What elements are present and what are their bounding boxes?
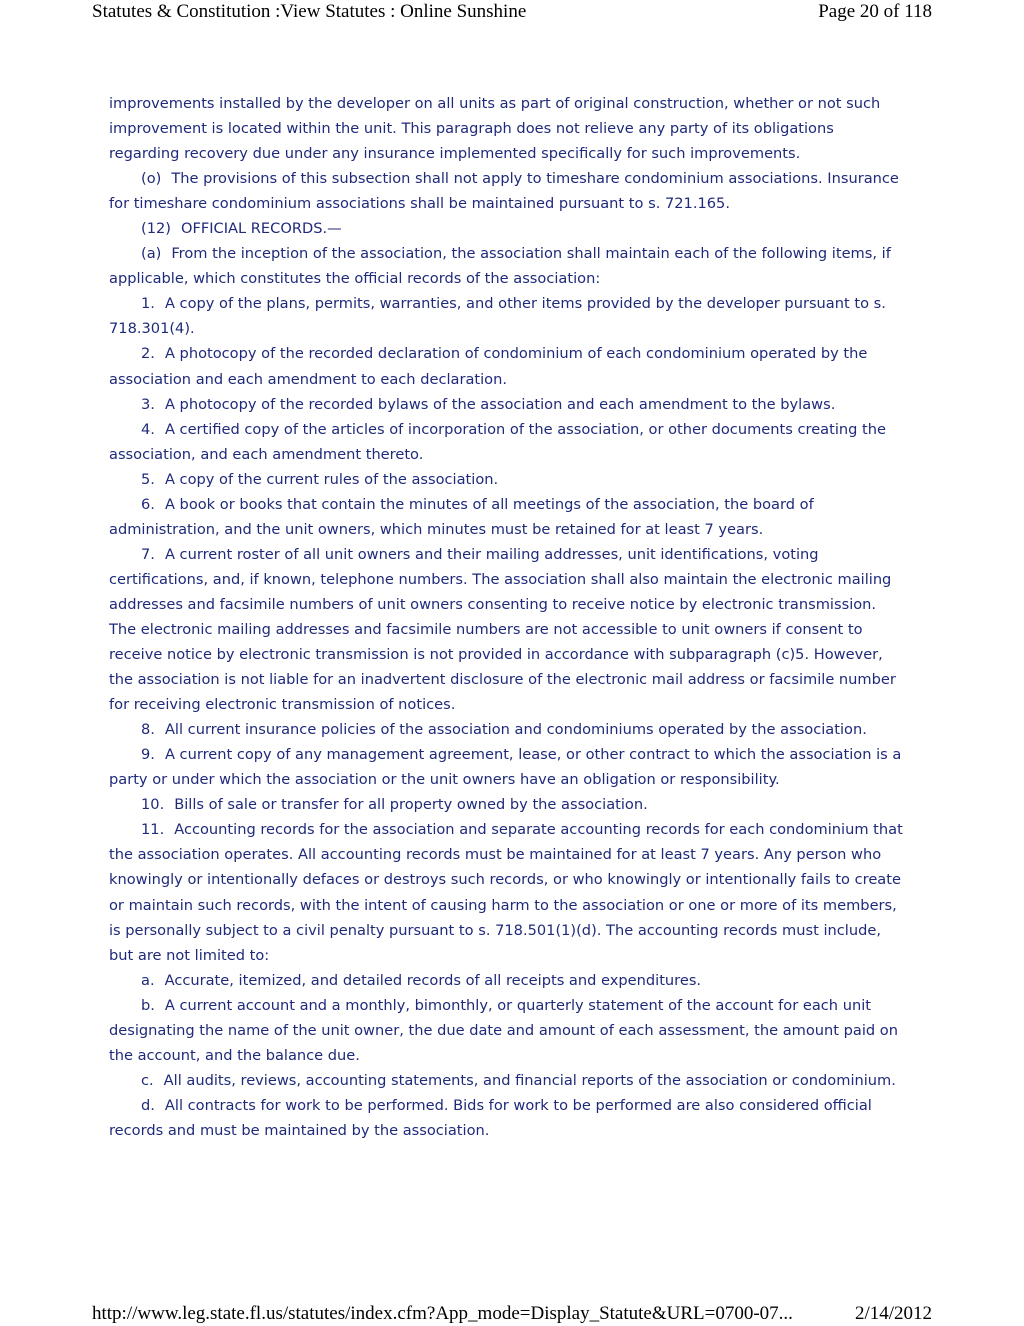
section-heading: OFFICIAL RECORDS.— xyxy=(180,220,342,238)
page-number: Page 20 of 118 xyxy=(818,1,932,22)
statute-paragraph xyxy=(109,241,905,291)
paragraph-number: 7. xyxy=(141,545,155,563)
paragraph-text: All current insurance policies of the association and condominiums operated by the association. xyxy=(164,721,867,739)
paragraph-text: Bills of sale or transfer for all property owned by the association. xyxy=(174,796,648,814)
statute-paragraph xyxy=(109,742,905,792)
statute-paragraph xyxy=(109,817,905,967)
paragraph-number: 1. xyxy=(141,295,155,313)
paragraph-number: d. xyxy=(141,1096,155,1114)
statute-paragraph xyxy=(109,993,905,1068)
statute-paragraph xyxy=(109,717,905,742)
paragraph-text: A certified copy of the articles of incorporation of the association, or other documents creating the association, and each amendment thereto. xyxy=(109,420,886,463)
paragraph-text: A current roster of all unit owners and their mailing addresses, unit identifications, voting certifications, and, if known, telephone numbers. The association shall also maintain the electronic mailing addresses and facsimile numbers of unit owners consenting to receive notice by electronic transmission. The electronic mailing addresses and facsimile numbers are not accessible to unit owners if consent to receive notice by electronic transmission is not provided in accordance with subparagraph (c)5. However, the association is not liable for an inadvertent disclosure of the electronic mail address or facsimile number for receiving electronic transmission of notices. xyxy=(109,545,896,714)
statute-paragraph xyxy=(109,1093,905,1143)
paragraph-number: a. xyxy=(141,971,155,989)
paragraph-number: 9. xyxy=(141,746,155,764)
paragraph-number: b. xyxy=(141,996,155,1014)
statute-paragraph xyxy=(109,417,905,467)
paragraph-text: All audits, reviews, accounting statements, and financial reports of the association or condominium. xyxy=(163,1071,896,1089)
statute-paragraph xyxy=(109,392,905,417)
paragraph-number: 10. xyxy=(141,796,165,814)
statute-paragraph xyxy=(109,467,905,492)
statute-body xyxy=(109,91,905,1143)
paragraph-text: All contracts for work to be performed. Bids for work to be performed are also considered official records and must be maintained by the association. xyxy=(109,1096,872,1139)
paragraph-text: A book or books that contain the minutes of all meetings of the association, the board of administration, and the unit owners, which minutes must be retained for at least 7 years. xyxy=(109,495,814,538)
paragraph-text: A copy of the plans, permits, warranties, and other items provided by the developer pursuant to s. 718.301(4). xyxy=(109,295,886,338)
paragraph-number: 6. xyxy=(141,495,155,513)
statute-paragraph xyxy=(109,91,905,166)
paragraph-text: A current account and a monthly, bimonthly, or quarterly statement of the account for each unit designating the name of the unit owner, the due date and amount of each assessment, the amount paid on the account, and the balance due. xyxy=(109,996,898,1064)
statute-paragraph xyxy=(109,792,905,817)
statute-paragraph xyxy=(109,166,905,216)
statute-paragraph xyxy=(109,492,905,542)
print-footer xyxy=(92,1303,932,1325)
paragraph-text: The provisions of this subsection shall not apply to timeshare condominium associations. Insurance for timeshare condominium associations shall be maintained pursuant to s. 721.165. xyxy=(109,170,899,213)
paragraph-number: 8. xyxy=(141,721,155,739)
paragraph-number: 2. xyxy=(141,345,155,363)
paragraph-text: A photocopy of the recorded declaration of condominium of each condominium operated by the association and each amendment to each declaration. xyxy=(109,345,868,388)
paragraph-number: 11. xyxy=(141,821,165,839)
paragraph-number: 5. xyxy=(141,470,155,488)
statute-paragraph xyxy=(109,291,905,341)
statute-paragraph xyxy=(109,216,905,241)
paragraph-text: Accurate, itemized, and detailed records of all receipts and expenditures. xyxy=(164,971,702,989)
paragraph-number: (o) xyxy=(141,170,162,188)
paragraph-text: From the inception of the association, the association shall maintain each of the following items, if applicable, which constitutes the official records of the association: xyxy=(109,245,891,288)
paragraph-text: improvements installed by the developer on all units as part of original construction, whether or not such improvement is located within the unit. This paragraph does not relieve any party of its obligations regarding recovery due under any insurance implemented specifically for such improvements. xyxy=(109,95,881,163)
paragraph-text: Accounting records for the association and separate accounting records for each condominium that the association operates. All accounting records must be maintained for at least 7 years. Any person who knowingly or intentionally defaces or destroys such records, or who knowingly or intentionally fails to create or maintain such records, with the intent of causing harm to the association or one or more of its members, is personally subject to a civil penalty pursuant to s. 718.501(1)(d). The accounting records must include, but are not limited to: xyxy=(109,821,903,964)
statute-paragraph xyxy=(109,968,905,993)
paragraph-text: A current copy of any management agreement, lease, or other contract to which the association is a party or under which the association or the unit owners have an obligation or responsibility. xyxy=(109,746,902,789)
document-title: Statutes & Constitution :View Statutes : Online Sunshine xyxy=(92,1,527,22)
paragraph-text: A copy of the current rules of the association. xyxy=(164,470,499,488)
statute-paragraph xyxy=(109,341,905,391)
source-url: http://www.leg.state.fl.us/statutes/index.cfm?App_mode=Display_Statute&URL=0700-07... xyxy=(92,1303,793,1324)
paragraph-text: A photocopy of the recorded bylaws of the association and each amendment to the bylaws. xyxy=(164,395,836,413)
paragraph-number: c. xyxy=(141,1071,154,1089)
print-date: 2/14/2012 xyxy=(854,1303,932,1324)
paragraph-number: 3. xyxy=(141,395,155,413)
statute-paragraph xyxy=(109,542,905,717)
paragraph-number: (12) xyxy=(141,220,171,238)
print-header xyxy=(92,1,932,23)
statute-paragraph xyxy=(109,1068,905,1093)
paragraph-number: 4. xyxy=(141,420,155,438)
paragraph-number: (a) xyxy=(141,245,162,263)
